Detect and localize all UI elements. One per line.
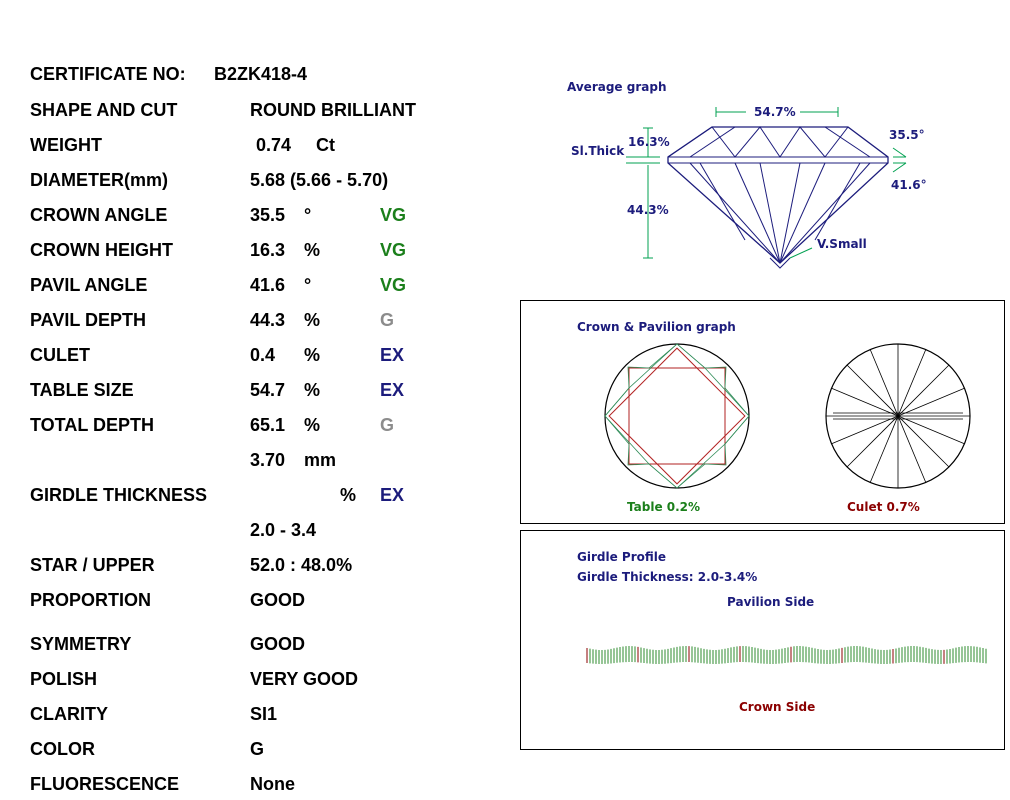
girdle-thickness-grade: EX bbox=[380, 485, 405, 505]
culet-caption: Culet 0.7% bbox=[847, 500, 920, 514]
pavilion-view-diagram bbox=[823, 341, 973, 491]
culet-value: 0.4 bbox=[250, 345, 276, 365]
table-size-grade: EX bbox=[380, 380, 405, 400]
crown-side-label: Crown Side bbox=[739, 700, 816, 714]
culet-unit: % bbox=[304, 345, 321, 365]
symmetry-label: SYMMETRY bbox=[30, 634, 132, 654]
total-depth-value: 65.1 bbox=[250, 415, 286, 435]
pavil-depth-label: PAVIL DEPTH bbox=[30, 310, 147, 330]
girdle-thick-label: Sl.Thick bbox=[571, 144, 625, 158]
diameter-label: DIAMETER(mm) bbox=[30, 170, 168, 190]
pavil-depth-unit: % bbox=[304, 310, 321, 330]
culet-grade: EX bbox=[380, 345, 405, 365]
crown-height-value: 16.3 bbox=[250, 240, 286, 260]
polish-value: VERY GOOD bbox=[250, 669, 359, 689]
culet-size-label: V.Small bbox=[817, 237, 867, 251]
crown-pavilion-panel bbox=[520, 300, 1005, 524]
crown-pavilion-title: Crown & Pavilion graph bbox=[577, 320, 736, 334]
total-depth-mm-unit: mm bbox=[304, 450, 337, 470]
crown-angle-degree-label: 35.5° bbox=[889, 128, 925, 142]
fluorescence-value: None bbox=[250, 774, 295, 794]
diameter-value: 5.68 (5.66 - 5.70) bbox=[250, 170, 389, 190]
pavil-angle-label: PAVIL ANGLE bbox=[30, 275, 148, 295]
crown-height-percent-label: 16.3% bbox=[628, 135, 670, 149]
star-upper-value: 52.0 : 48.0% bbox=[250, 555, 353, 575]
table-size-label: TABLE SIZE bbox=[30, 380, 134, 400]
pavil-angle-unit: ° bbox=[304, 275, 312, 295]
certificate-label: CERTIFICATE NO: bbox=[30, 64, 186, 84]
pavilion-side-label: Pavilion Side bbox=[727, 595, 815, 609]
girdle-profile-strip bbox=[587, 643, 987, 667]
total-depth-label: TOTAL DEPTH bbox=[30, 415, 155, 435]
weight-value: 0.74 bbox=[256, 135, 292, 155]
pavil-depth-value: 44.3 bbox=[250, 310, 286, 330]
weight-unit: Ct bbox=[316, 135, 335, 155]
proportion-value: GOOD bbox=[250, 590, 306, 610]
crown-height-label: CROWN HEIGHT bbox=[30, 240, 173, 260]
crown-height-grade: VG bbox=[380, 240, 407, 260]
fluorescence-label: FLUORESCENCE bbox=[30, 774, 180, 794]
pavil-angle-value: 41.6 bbox=[250, 275, 286, 295]
pavil-depth-grade: G bbox=[380, 310, 395, 330]
crown-angle-unit: ° bbox=[304, 205, 312, 225]
average-graph-title: Average graph bbox=[567, 80, 667, 94]
pavilion-depth-percent-label: 44.3% bbox=[627, 203, 669, 217]
pavilion-angle-degree-label: 41.6° bbox=[891, 178, 927, 192]
crown-angle-grade: VG bbox=[380, 205, 407, 225]
culet-label: CULET bbox=[30, 345, 90, 365]
table-size-unit: % bbox=[304, 380, 321, 400]
table-size-value: 54.7 bbox=[250, 380, 286, 400]
polish-label: POLISH bbox=[30, 669, 98, 689]
certificate-number: B2ZK418-4 bbox=[214, 64, 308, 84]
girdle-profile-title: Girdle Profile bbox=[577, 550, 667, 564]
total-depth-unit: % bbox=[304, 415, 321, 435]
total-depth-mm-value: 3.70 bbox=[250, 450, 286, 470]
girdle-thickness-text: Girdle Thickness: 2.0-3.4% bbox=[577, 570, 758, 584]
girdle-profile-panel bbox=[520, 530, 1005, 750]
total-depth-grade: G bbox=[380, 415, 395, 435]
symmetry-value: GOOD bbox=[250, 634, 306, 654]
crown-height-unit: % bbox=[304, 240, 321, 260]
table-caption: Table 0.2% bbox=[627, 500, 701, 514]
clarity-label: CLARITY bbox=[30, 704, 108, 724]
crown-angle-label: CROWN ANGLE bbox=[30, 205, 168, 225]
crown-view-diagram bbox=[602, 341, 752, 491]
proportion-label: PROPORTION bbox=[30, 590, 152, 610]
pavil-angle-grade: VG bbox=[380, 275, 407, 295]
girdle-thickness-unit: % bbox=[340, 485, 357, 505]
color-label: COLOR bbox=[30, 739, 95, 759]
star-upper-label: STAR / UPPER bbox=[30, 555, 155, 575]
girdle-thickness-label: GIRDLE THICKNESS bbox=[30, 485, 208, 505]
weight-label: WEIGHT bbox=[30, 135, 102, 155]
shape-value: ROUND BRILLIANT bbox=[250, 100, 416, 120]
clarity-value: SI1 bbox=[250, 704, 278, 724]
table-percent-label: 54.7% bbox=[754, 105, 796, 119]
color-value: G bbox=[250, 739, 265, 759]
girdle-range-value: 2.0 - 3.4 bbox=[250, 520, 317, 540]
crown-angle-value: 35.5 bbox=[250, 205, 286, 225]
shape-label: SHAPE AND CUT bbox=[30, 100, 178, 120]
